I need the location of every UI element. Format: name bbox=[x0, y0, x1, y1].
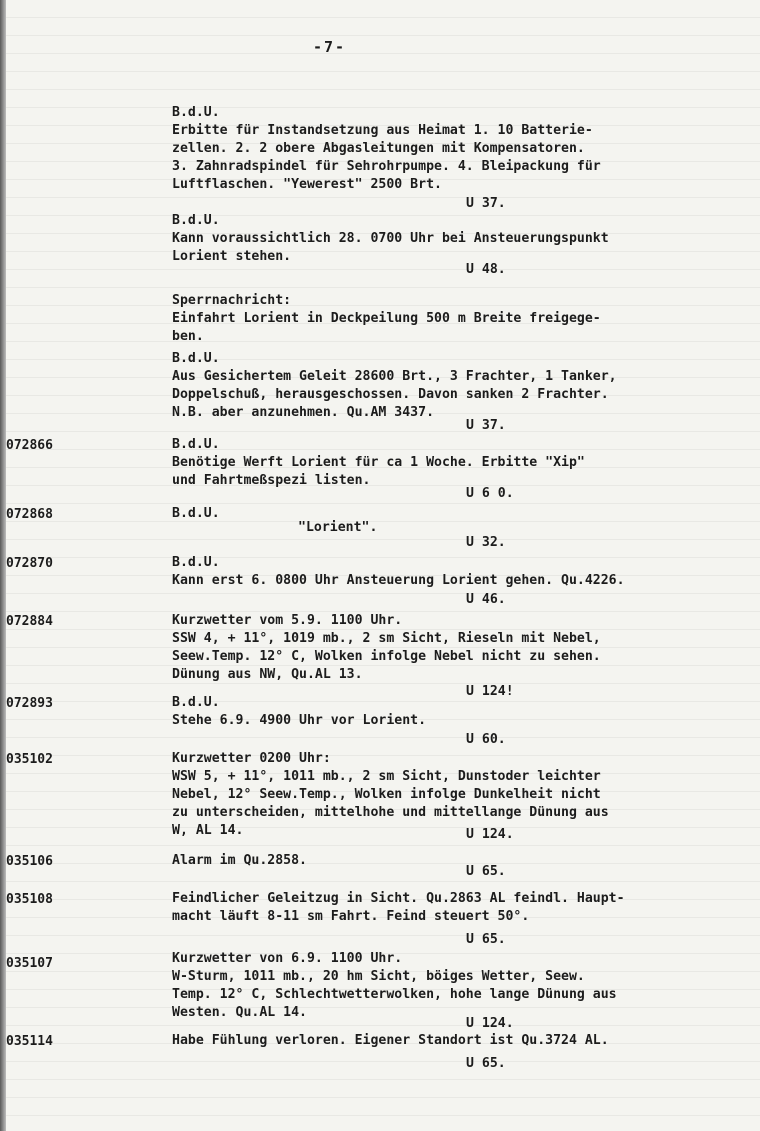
message-line: B.d.U. bbox=[172, 506, 220, 521]
message-line: Alarm im Qu.2858. bbox=[172, 853, 307, 868]
message-line: Luftflaschen. "Yewerest" 2500 Brt. bbox=[172, 177, 442, 192]
sender-signature: U 124. bbox=[466, 1016, 514, 1031]
message-line: Westen. Qu.AL 14. bbox=[172, 1005, 307, 1020]
sender-signature: U 124! bbox=[466, 684, 514, 699]
message-line: Nebel, 12° Seew.Temp., Wolken infolge Dunkelheit nicht bbox=[172, 787, 601, 802]
message-line: W-Sturm, 1011 mb., 20 hm Sicht, böiges Wetter, Seew. bbox=[172, 969, 585, 984]
sender-signature: U 48. bbox=[466, 262, 506, 277]
message-line: 3. Zahnradspindel für Sehrohrpumpe. 4. Bleipackung für bbox=[172, 159, 601, 174]
message-extra-line: "Lorient". bbox=[298, 520, 378, 535]
message-serial: 035107 bbox=[6, 956, 53, 971]
message-line: B.d.U. bbox=[172, 105, 220, 120]
message-line: B.d.U. bbox=[172, 351, 220, 366]
message-line: B.d.U. bbox=[172, 213, 220, 228]
sender-signature: U 65. bbox=[466, 1056, 506, 1071]
message-line: Lorient stehen. bbox=[172, 249, 292, 264]
message-line: Erbitte für Instandsetzung aus Heimat 1. 10 Batterie- bbox=[172, 123, 593, 138]
message-line: Doppelschuß, herausgeschossen. Davon sanken 2 Frachter. bbox=[172, 387, 609, 402]
message-line: und Fahrtmeßspezi listen. bbox=[172, 473, 371, 488]
message-line: macht läuft 8-11 sm Fahrt. Feind steuert 50°. bbox=[172, 909, 530, 924]
message-line: Seew.Temp. 12° C, Wolken infolge Nebel nicht zu sehen. bbox=[172, 649, 601, 664]
message-line: Sperrnachricht: bbox=[172, 293, 292, 308]
message-line: Stehe 6.9. 4900 Uhr vor Lorient. bbox=[172, 713, 427, 728]
message-line: Benötige Werft Lorient für ca 1 Woche. Erbitte "Xip" bbox=[172, 455, 585, 470]
sender-signature: U 37. bbox=[466, 418, 506, 433]
sender-signature: U 65. bbox=[466, 864, 506, 879]
message-line: Kann voraussichtlich 28. 0700 Uhr bei Ansteuerungspunkt bbox=[172, 231, 609, 246]
sender-signature: U 37. bbox=[466, 196, 506, 211]
message-serial: 035108 bbox=[6, 892, 53, 907]
message-line: Kurzwetter 0200 Uhr: bbox=[172, 751, 331, 766]
message-serial: 072884 bbox=[6, 614, 53, 629]
message-line: zellen. 2. 2 obere Abgasleitungen mit Kompensatoren. bbox=[172, 141, 585, 156]
message-line: N.B. aber anzunehmen. Qu.AM 3437. bbox=[172, 405, 435, 420]
message-serial: 072893 bbox=[6, 696, 53, 711]
message-line: B.d.U. bbox=[172, 437, 220, 452]
message-line: ben. bbox=[172, 329, 204, 344]
page-number: -7- bbox=[313, 38, 347, 56]
message-line: W, AL 14. bbox=[172, 823, 244, 838]
sender-signature: U 65. bbox=[466, 932, 506, 947]
sender-signature: U 60. bbox=[466, 732, 506, 747]
message-line: Aus Gesichertem Geleit 28600 Brt., 3 Frachter, 1 Tanker, bbox=[172, 369, 617, 384]
message-line: zu unterscheiden, mittelhohe und mittellange Dünung aus bbox=[172, 805, 609, 820]
message-line: Temp. 12° C, Schlechtwetterwolken, hohe lange Dünung aus bbox=[172, 987, 617, 1002]
sender-signature: U 124. bbox=[466, 827, 514, 842]
sender-signature: U 32. bbox=[466, 535, 506, 550]
message-serial: 072870 bbox=[6, 556, 53, 571]
message-serial: 072868 bbox=[6, 507, 53, 522]
sender-signature: U 46. bbox=[466, 592, 506, 607]
message-line: WSW 5, + 11°, 1011 mb., 2 sm Sicht, Dunstoder leichter bbox=[172, 769, 601, 784]
sender-signature: U 6 0. bbox=[466, 486, 514, 501]
message-line: Kurzwetter vom 5.9. 1100 Uhr. bbox=[172, 613, 403, 628]
message-serial: 035102 bbox=[6, 752, 53, 767]
message-line: Kann erst 6. 0800 Uhr Ansteuerung Lorient gehen. Qu.4226. bbox=[172, 573, 625, 588]
message-line: B.d.U. bbox=[172, 695, 220, 710]
message-line: B.d.U. bbox=[172, 555, 220, 570]
message-line: Dünung aus NW, Qu.AL 13. bbox=[172, 667, 363, 682]
message-serial: 072866 bbox=[6, 438, 53, 453]
message-line: Kurzwetter von 6.9. 1100 Uhr. bbox=[172, 951, 403, 966]
message-line: Feindlicher Geleitzug in Sicht. Qu.2863 AL feindl. Haupt- bbox=[172, 891, 625, 906]
message-line: Habe Fühlung verloren. Eigener Standort ist Qu.3724 AL. bbox=[172, 1033, 609, 1048]
message-serial: 035114 bbox=[6, 1034, 53, 1049]
message-serial: 035106 bbox=[6, 854, 53, 869]
message-line: Einfahrt Lorient in Deckpeilung 500 m Breite freigege- bbox=[172, 311, 601, 326]
message-line: SSW 4, + 11°, 1019 mb., 2 sm Sicht, Rieseln mit Nebel, bbox=[172, 631, 601, 646]
